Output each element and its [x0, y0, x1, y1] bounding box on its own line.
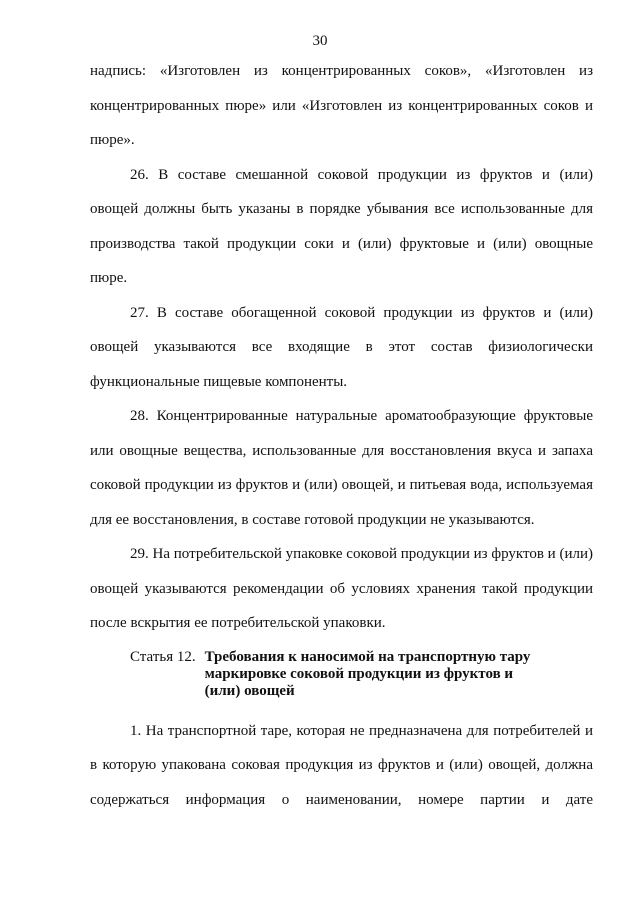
paragraph-continuation: надпись: «Изготовлен из концентрированных соков», «Изготовлен из концентрированных пюре» или «Изготовлен из концентрированных соков и пюре».: [90, 63, 593, 148]
article-heading: [90, 649, 593, 700]
paragraph-29: 29. На потребительской упаковке соковой продукции из фруктов и (или) овощей указываются рекомендации об условиях хранения такой продукции после вскрытия ее потребительской упаковки.: [90, 546, 593, 631]
document-body: [90, 54, 593, 817]
paragraph-28: 28. Концентрированные натуральные ароматообразующие фруктовые или овощные вещества, использованные для восстановления вкуса и запаха соковой продукции из фруктов и (или) овощей, и питьевая вода, используемая для ее восстановления, в составе готовой продукции не указываются.: [90, 408, 593, 528]
page-number: 30: [312, 33, 328, 49]
article-paragraph-1: 1. На транспортной таре, которая не предназначена для потребителей и в которую упакована соковая продукция из фруктов и (или) овощей, должна содержаться информация о наименовании, номере партии и дате: [90, 722, 593, 808]
article-label: Статья 12.: [130, 648, 196, 665]
paragraph-26: 26. В составе смешанной соковой продукции из фруктов и (или) овощей должны быть указаны в порядке убывания все использованные для производства такой продукции соки и (или) фруктовые и (или) овощные пюре.: [90, 166, 593, 286]
article-title: Требования к наносимой на транспортную тару маркировке соковой продукции из фруктов и (или) овощей: [204, 648, 531, 699]
paragraph-27: 27. В составе обогащенной соковой продукции из фруктов и (или) овощей указываются все входящие в этот состав физиологически функциональные пищевые компоненты.: [90, 304, 593, 390]
